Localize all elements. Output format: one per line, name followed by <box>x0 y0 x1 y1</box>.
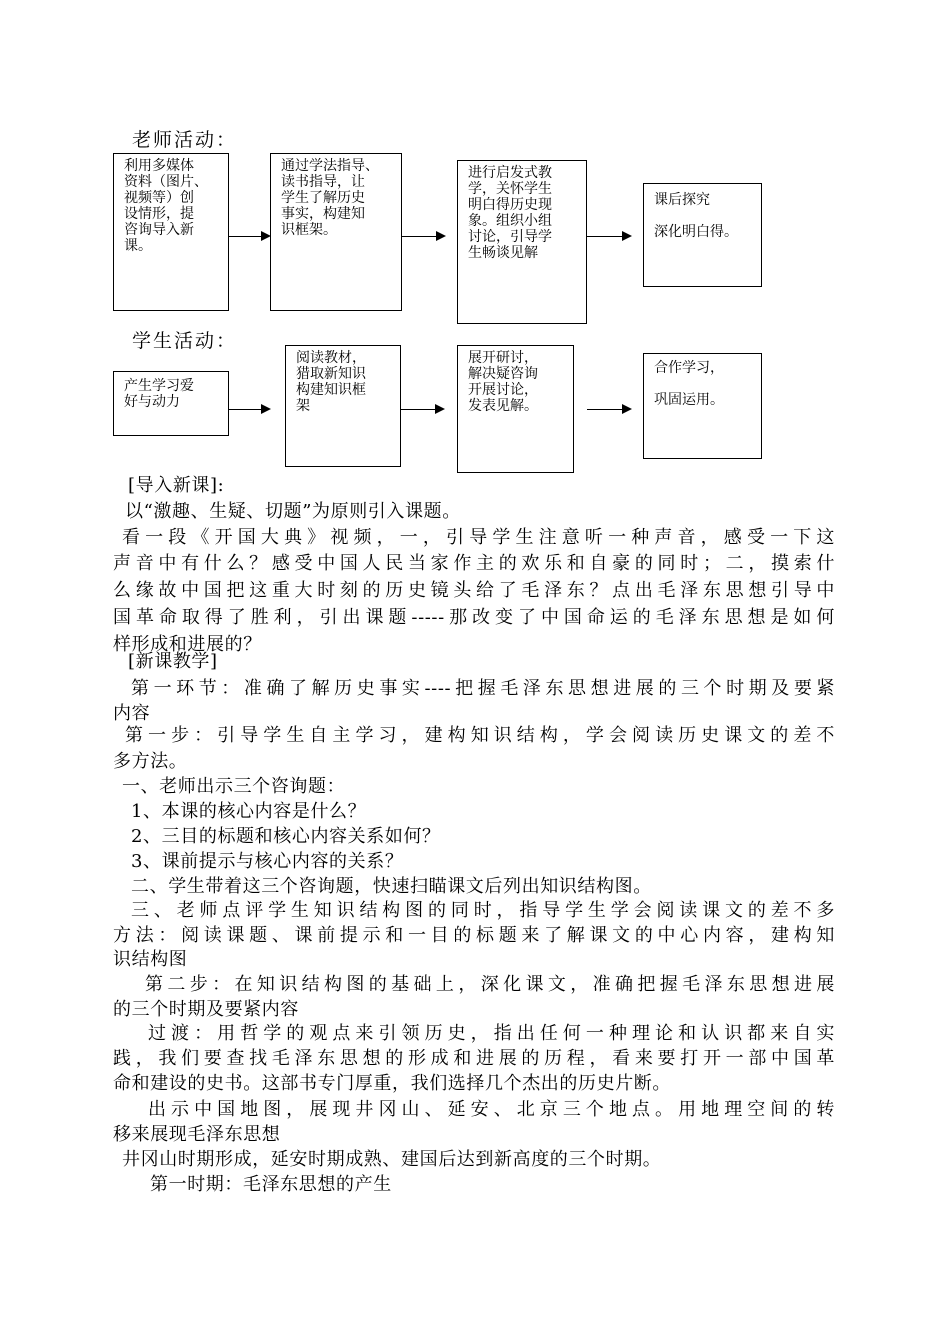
text-line-12: 多方法。 <box>113 751 188 772</box>
text-line-14: 1、本课的核心内容是什么？ <box>131 801 367 822</box>
text-line-20: 识结构图 <box>113 949 188 970</box>
text-line-10: 内容 <box>113 703 151 724</box>
student-arrow-1 <box>229 409 269 410</box>
student-step-3-text: 展开研讨， 解决疑咨询 开展讨论， 发表见解。 <box>468 350 538 414</box>
student-step-2-text: 阅读教材， 猎取新知识 构建知识框 架 <box>296 350 366 414</box>
text-line-26: 出示中国地图，展现井冈山、延安、北京三个地点。用地理空间的转 <box>148 1099 835 1120</box>
student-activity-heading: 学生活动： <box>132 330 238 352</box>
teacher-arrow-3 <box>587 236 630 237</box>
teacher-step-1-text: 利用多媒体 资料（图片、 视频等）创 设情形，提 咨询导入新 课。 <box>124 158 208 254</box>
text-line-24: 践，我们要查找毛泽东思想的形成和进展的历程，看来要打开一部中国革 <box>113 1048 835 1069</box>
text-line-11: 第一步：引导学生自主学习，建构知识结构，学会阅读历史课文的差不 <box>125 725 835 746</box>
text-line-7: 样形成和进展的？ <box>113 634 262 655</box>
text-line-23: 过渡：用哲学的观点来引领历史，指出任何一种理论和认识都来自实 <box>148 1023 835 1044</box>
text-line-6: 国革命取得了胜利，引出课题-----那改变了中国命运的毛泽东思想是如何 <box>113 607 835 628</box>
teacher-arrow-2 <box>402 236 444 237</box>
text-line-15: 2、三目的标题和核心内容关系如何？ <box>131 826 441 847</box>
student-step-4-text: 合作学习， 巩固运用。 <box>654 360 724 408</box>
text-line-13: 一、老师出示三个咨询题： <box>122 776 346 797</box>
teacher-step-3-text: 进行启发式教 学，关怀学生 明白得历史现 象。组织小组 讨论，引导学 生畅谈见解 <box>468 165 552 261</box>
student-step-4-box <box>643 353 762 459</box>
student-arrow-3 <box>587 409 630 410</box>
text-line-28: 井冈山时期形成，延安时期成熟、建国后达到新高度的三个时期。 <box>122 1149 662 1170</box>
teacher-step-3-box <box>457 160 587 324</box>
text-line-17: 二、学生带着这三个咨询题，快速扫瞄课文后列出知识结构图。 <box>131 876 652 897</box>
teacher-activity-heading: 老师活动： <box>132 129 238 151</box>
text-line-3: 看一段《开国大典》视频，一，引导学生注意听一种声音，感受一下这 <box>122 527 835 548</box>
student-arrow-2 <box>401 409 443 410</box>
student-step-1-box <box>113 371 229 436</box>
teacher-step-4-text: 课后探究 深化明白得。 <box>654 192 738 240</box>
text-line-19: 方法：阅读课题、课前提示和一目的标题来了解课文的中心内容，建构知 <box>113 925 835 946</box>
teacher-arrow-1 <box>229 236 269 237</box>
teacher-step-2-text: 通过学法指导、 读书指导，让 学生了解历史 事实，构建知 识框架。 <box>281 158 379 238</box>
text-line-25: 命和建设的史书。这部书专门厚重，我们选择几个杰出的历史片断。 <box>113 1073 671 1094</box>
text-line-4: 声音中有什么？感受中国人民当家作主的欢乐和自豪的同时；二，摸索什 <box>113 553 835 574</box>
text-line-21: 第二步：在知识结构图的基础上，深化课文，准确把握毛泽东思想进展 <box>145 974 835 995</box>
student-step-3-box <box>457 345 574 473</box>
teacher-step-1-box <box>113 153 229 311</box>
teacher-step-2-box <box>270 153 402 311</box>
text-line-9: 第一环节：准确了解历史事实----把握毛泽东思想进展的三个时期及要紧 <box>131 678 835 699</box>
text-line-27: 移来展现毛泽东思想 <box>113 1124 281 1145</box>
text-line-5: 么缘故中国把这重大时刻的历史镜头给了毛泽东？点出毛泽东思想引导中 <box>113 580 835 601</box>
text-line-16: 3、课前提示与核心内容的关系？ <box>131 851 404 872</box>
text-line-29: 第一时期：毛泽东思想的产生 <box>150 1174 392 1195</box>
text-line-8: [新课教学] <box>128 651 218 672</box>
text-line-1: [导入新课]: <box>128 475 225 496</box>
text-line-22: 的三个时期及要紧内容 <box>113 999 299 1020</box>
text-line-2: 以“激趣、生疑、切题”为原则引入课题。 <box>125 501 461 522</box>
teacher-step-4-box <box>643 183 762 287</box>
student-step-2-box <box>285 345 401 467</box>
text-line-18: 三、老师点评学生知识结构图的同时，指导学生学会阅读课文的差不多 <box>131 900 835 921</box>
student-step-1-text: 产生学习爱 好与动力 <box>124 378 194 410</box>
